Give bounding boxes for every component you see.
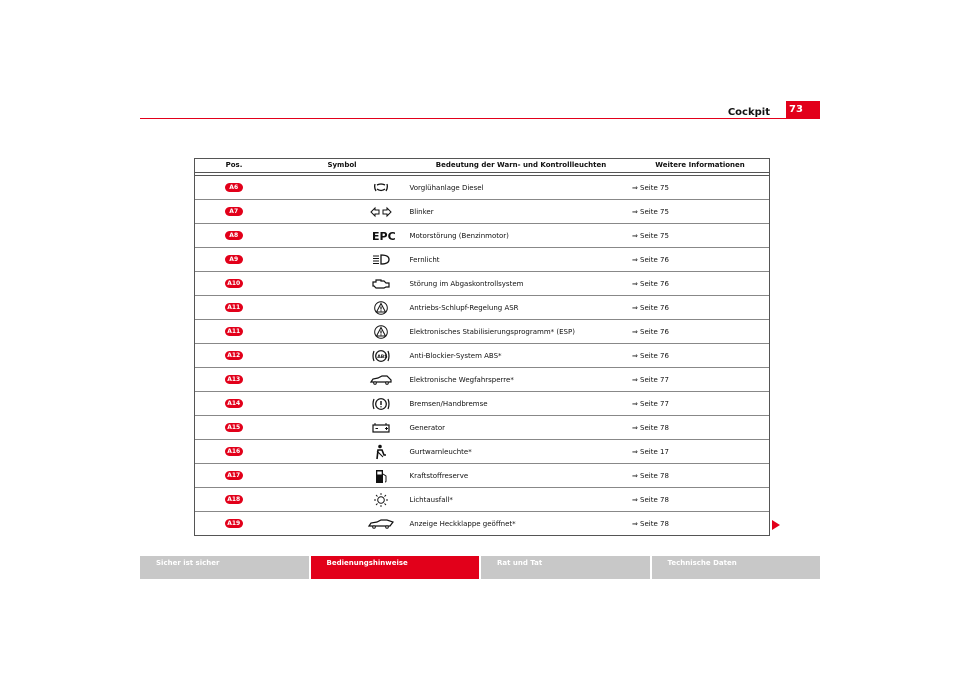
meaning-text: Bremsen/Handbremse [409, 399, 488, 408]
page-reference: ⇒ Seite 78 [631, 495, 669, 504]
seatbelt-icon [312, 444, 449, 460]
page-reference: ⇒ Seite 78 [631, 423, 669, 432]
table-row [195, 512, 769, 535]
column-header-pos: Pos. [225, 161, 243, 169]
table-row [195, 368, 769, 392]
meaning-text: Blinker [409, 207, 434, 216]
position-code: A7 [225, 207, 243, 216]
immobilizer-car-icon [312, 375, 449, 385]
page-reference: ⇒ Seite 75 [631, 231, 669, 240]
meaning-text: Elektronisches Stabilisierungsprogramm* (ESP) [409, 327, 575, 336]
meaning-text: Elektronische Wegfahrsperre* [409, 375, 514, 384]
turn-signal-icon [312, 207, 449, 217]
position-code: A14 [225, 399, 243, 408]
position-code: A10 [225, 279, 243, 288]
battery-icon [312, 422, 449, 433]
table-row [195, 488, 769, 512]
meaning-text: Antriebs-Schlupf-Regelung ASR [409, 303, 519, 312]
table-row [195, 416, 769, 440]
meaning-text: Vorglühanlage Diesel [409, 183, 484, 192]
position-code: A9 [225, 255, 243, 264]
footer-nav [140, 556, 820, 579]
meaning-text: Anti-Blockier-System ABS* [409, 351, 502, 360]
position-code: A11 [225, 327, 243, 336]
meaning-text: Motorstörung (Benzinmotor) [409, 231, 509, 240]
page-reference: ⇒ Seite 76 [631, 255, 669, 264]
glow-plug-icon [312, 183, 449, 193]
page-reference: ⇒ Seite 76 [631, 303, 669, 312]
tab-bedienungshinweise[interactable]: Bedienungshinweise [311, 556, 480, 579]
table-row [195, 248, 769, 272]
page-reference: ⇒ Seite 75 [631, 207, 669, 216]
table-row [195, 176, 769, 200]
table-row [195, 344, 769, 368]
page-reference: ⇒ Seite 76 [631, 351, 669, 360]
table-row [195, 272, 769, 296]
position-code: A18 [225, 495, 243, 504]
tab-sicher-ist-sicher[interactable]: Sicher ist sicher [140, 556, 309, 579]
warning-triangle-icon [312, 301, 449, 315]
page-reference: ⇒ Seite 78 [631, 471, 669, 480]
position-code: A15 [225, 423, 243, 432]
svg-text:EPC: EPC [371, 230, 396, 243]
tailgate-open-icon [312, 519, 449, 529]
page-reference: ⇒ Seite 77 [631, 399, 669, 408]
table-row [195, 440, 769, 464]
page-reference: ⇒ Seite 75 [631, 183, 669, 192]
table-row [195, 392, 769, 416]
table-row [195, 320, 769, 344]
tab-rat-und-tat[interactable]: Rat und Tat [481, 556, 650, 579]
svg-text:ABS: ABS [377, 354, 388, 360]
position-code: A11 [225, 303, 243, 312]
header-divider [140, 118, 820, 119]
position-code: A16 [225, 447, 243, 456]
meaning-text: Gurtwarnleuchte* [409, 447, 472, 456]
table-body [195, 176, 769, 535]
table-row [195, 200, 769, 224]
meaning-text: Anzeige Heckklappe geöffnet* [409, 519, 516, 528]
tab-technische-daten[interactable]: Technische Daten [652, 556, 821, 579]
warning-lights-table [194, 158, 770, 536]
abs-icon [312, 349, 449, 363]
position-code: A6 [225, 183, 243, 192]
position-code: A13 [225, 375, 243, 384]
meaning-text: Generator [409, 423, 446, 432]
page-reference: ⇒ Seite 77 [631, 375, 669, 384]
page-reference: ⇒ Seite 76 [631, 279, 669, 288]
meaning-text: Kraftstoffreserve [409, 471, 469, 480]
page-number: 73 [786, 101, 820, 119]
warning-triangle-icon [312, 325, 449, 339]
brake-icon [312, 397, 449, 411]
position-code: A12 [225, 351, 243, 360]
continue-arrow-icon [772, 520, 780, 530]
table-row [195, 464, 769, 488]
page-reference: ⇒ Seite 17 [631, 447, 669, 456]
meaning-text: Lichtausfall* [409, 495, 453, 504]
position-code: A19 [225, 519, 243, 528]
table-row [195, 296, 769, 320]
page-reference: ⇒ Seite 78 [631, 519, 669, 528]
epc-icon [312, 230, 449, 241]
column-header-info: Weitere Informationen [655, 161, 745, 169]
table-header [195, 159, 769, 173]
fuel-icon [312, 468, 449, 484]
position-code: A8 [225, 231, 243, 240]
page-reference: ⇒ Seite 76 [631, 327, 669, 336]
meaning-text: Fernlicht [409, 255, 440, 264]
table-row [195, 224, 769, 248]
column-header-meaning: Bedeutung der Warn- und Kontrollleuchten [435, 161, 607, 169]
meaning-text: Störung im Abgaskontrollsystem [409, 279, 524, 288]
header-title: Cockpit [727, 107, 770, 118]
bulb-failure-icon [312, 492, 449, 508]
high-beam-icon [312, 254, 449, 265]
engine-icon [312, 278, 449, 289]
position-code: A17 [225, 471, 243, 480]
column-header-symbol: Symbol [327, 161, 357, 169]
